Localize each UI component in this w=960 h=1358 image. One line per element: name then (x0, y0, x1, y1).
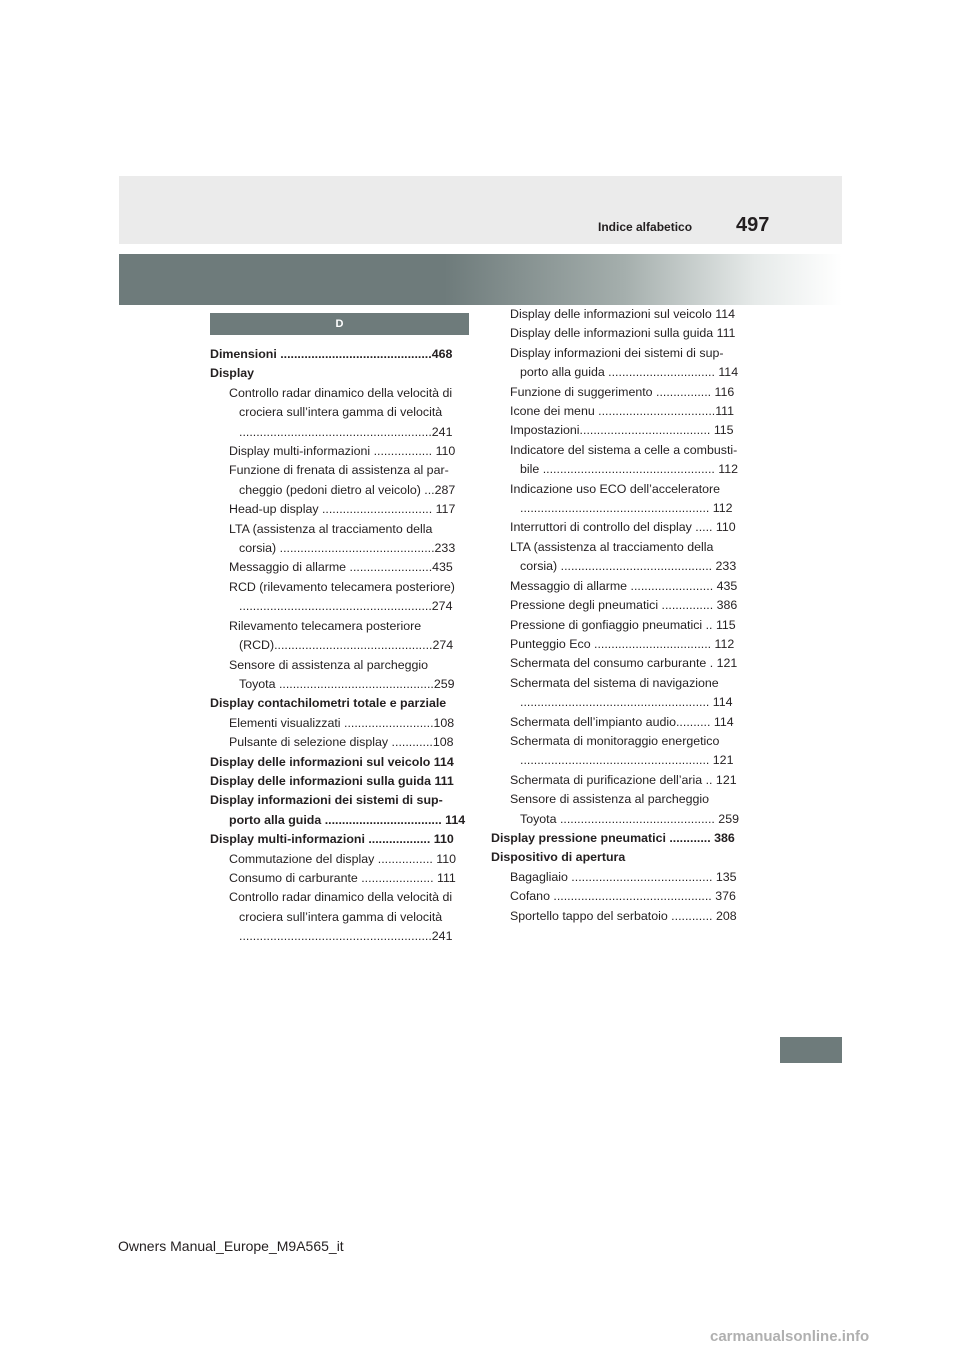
index-entry: bile .................................................. 112 (520, 462, 739, 477)
index-entry: Icone dei menu ..................................111 (510, 404, 735, 419)
index-entry: Schermata di purificazione dell’aria .. 121 (510, 772, 737, 787)
index-entry: Punteggio Eco .................................. 112 (510, 636, 735, 651)
index-entry: Display multi-informazioni .................. 110 (210, 832, 454, 847)
index-entry: Display pressione pneumatici ............ 386 (491, 830, 735, 845)
index-entry: RCD (rilevamento telecamera posteriore) (229, 579, 455, 594)
index-entry: Display (210, 366, 255, 381)
index-entry: Head-up display ................................ 117 (229, 502, 456, 517)
index-entry: Commutazione del display ................ 110 (229, 851, 457, 866)
index-column-left (210, 345, 464, 947)
index-entry: cheggio (pedoni dietro al veicolo) ...287 (239, 482, 456, 497)
index-entry: Controllo radar dinamico della velocità di (229, 890, 453, 905)
index-column-right (491, 305, 745, 926)
index-entry: porto alla guida .................................. 114 (229, 812, 466, 827)
index-entry: Funzione di suggerimento ................ 116 (510, 384, 735, 399)
index-entry: Schermata del consumo carburante . 121 (510, 656, 738, 671)
index-entry: Sensore di assistenza al parcheggio (229, 657, 429, 672)
index-entry: Display contachilometri totale e parziale (210, 696, 447, 711)
index-entry: Display delle informazioni sulla guida 111 (210, 773, 454, 788)
section-title: Indice alfabetico (598, 220, 693, 234)
index-entry: Elementi visualizzati ..........................108 (229, 715, 455, 730)
index-entry: Display delle informazioni sul veicolo 114 (510, 307, 735, 321)
index-entry: Indicazione uso ECO dell’acceleratore (510, 481, 721, 496)
index-entry: Impostazioni...................................... 115 (510, 423, 734, 438)
side-chapter-tab (780, 1037, 842, 1063)
index-entry: Pressione degli pneumatici ............... 386 (510, 598, 738, 613)
index-entry: ....................................................... 114 (520, 695, 733, 710)
index-entry: Sportello tappo del serbatoio ............ 208 (510, 908, 737, 923)
index-entry: Messaggio di allarme ........................ 435 (510, 578, 738, 593)
index-entry: Cofano .............................................. 376 (510, 889, 736, 904)
index-entry: Display delle informazioni sulla guida 111 (510, 326, 736, 341)
index-entry: Rilevamento telecamera posteriore (229, 618, 422, 633)
index-entry: ........................................................274 (239, 599, 453, 614)
index-entry: (RCD)..............................................274 (239, 638, 454, 653)
index-entry: Dispositivo di apertura (491, 850, 626, 865)
index-entry: Indicatore del sistema a celle a combusti- (510, 442, 738, 457)
index-entry: LTA (assistenza al tracciamento della (229, 521, 433, 536)
index-entry: Display informazioni dei sistemi di sup- (210, 793, 443, 808)
index-entry: Schermata di monitoraggio energetico (510, 733, 720, 748)
index-entry: corsia) .............................................233 (239, 541, 456, 556)
index-entry: ........................................................241 (239, 929, 453, 944)
index-entry: Consumo di carburante ..................... 111 (229, 870, 456, 885)
index-entry: Schermata dell’impianto audio.......... 114 (510, 714, 734, 729)
index-entry: Display multi-informazioni ................. 110 (229, 444, 456, 459)
index-entry: Schermata del sistema di navigazione (510, 675, 719, 690)
index-entry: Messaggio di allarme ........................435 (229, 560, 453, 575)
index-entry: ........................................................241 (239, 424, 453, 439)
index-letter-heading: D (210, 313, 469, 335)
index-entry: LTA (assistenza al tracciamento della (510, 539, 714, 554)
header-gradient-bar (119, 254, 842, 305)
index-entry: Display informazioni dei sistemi di sup- (510, 345, 724, 360)
index-entry: Pressione di gonfiaggio pneumatici .. 115 (510, 617, 736, 632)
page-number: 497 (736, 214, 770, 236)
watermark: carmanualsonline.info (710, 1328, 870, 1345)
index-entry: Sensore di assistenza al parcheggio (510, 792, 710, 807)
index-entry: Toyota .............................................259 (239, 676, 455, 691)
index-entry: Toyota ............................................. 259 (520, 811, 739, 826)
index-entry: corsia) ............................................ 233 (520, 559, 737, 574)
index-entry: crociera sull’intera gamma di velocità (239, 909, 443, 924)
index-entry: Interruttori di controllo del display ..... 110 (510, 520, 736, 535)
index-entry: Display delle informazioni sul veicolo 114 (210, 754, 454, 769)
index-entry: porto alla guida ............................... 114 (520, 365, 739, 380)
index-entry: Bagagliaio ......................................... 135 (510, 869, 737, 884)
index-entry: ....................................................... 121 (520, 753, 734, 768)
index-entry: ....................................................... 112 (520, 501, 733, 516)
index-entry: Funzione di frenata di assistenza al par- (229, 463, 449, 478)
index-entry: Pulsante di selezione display ............108 (229, 735, 454, 750)
index-entry: crociera sull’intera gamma di velocità (239, 405, 443, 420)
index-entry: Dimensioni ............................................468 (210, 347, 453, 361)
index-entry: Controllo radar dinamico della velocità di (229, 385, 453, 400)
header-band (119, 176, 842, 244)
footer-manual-id: Owners Manual_Europe_M9A565_it (118, 1238, 344, 1254)
